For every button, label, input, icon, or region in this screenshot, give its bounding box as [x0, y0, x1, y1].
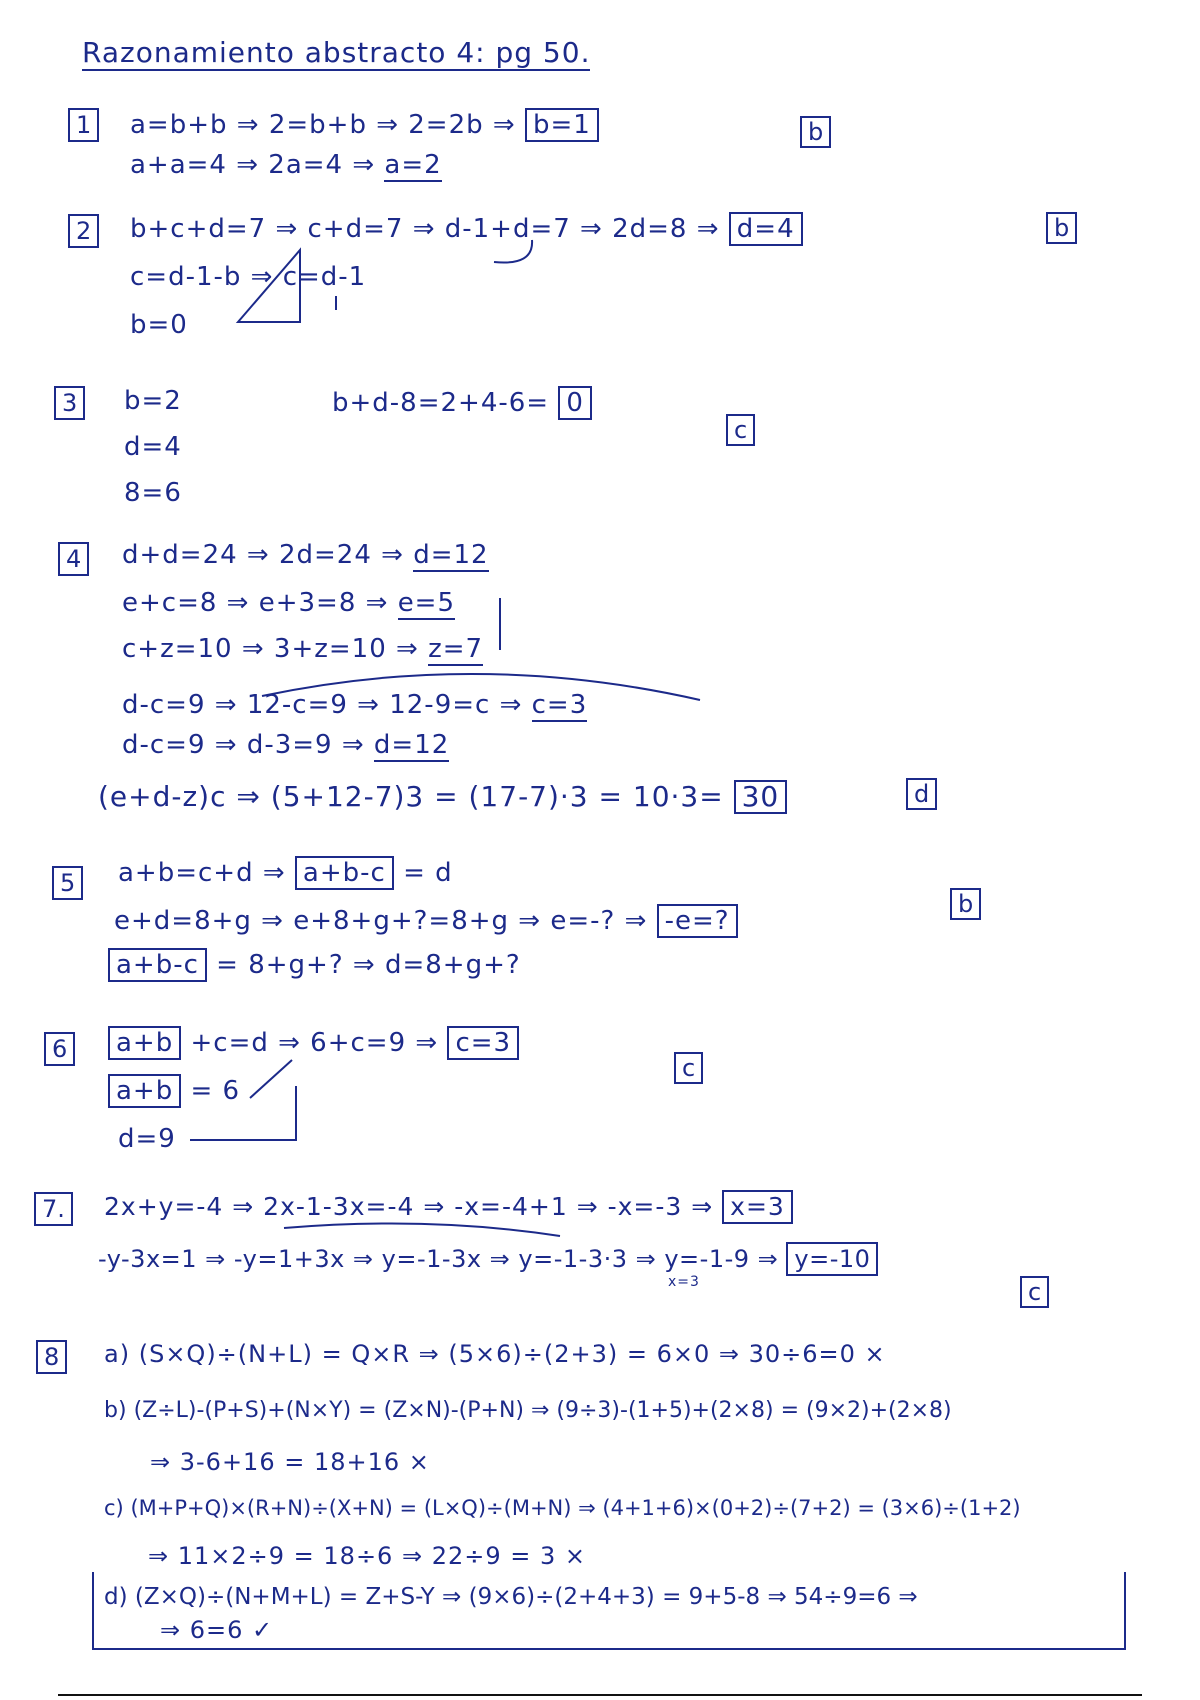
problem-7-arrow-curve — [284, 1224, 560, 1237]
problem-2-line-2: c=d-1-b ⇒ c=d-1 — [130, 262, 367, 292]
problem-4-result-box: 30 — [734, 780, 788, 814]
problem-7-number: 7. — [34, 1192, 73, 1226]
problem-5-line-2: e+d=8+g ⇒ e+8+g+?=8+g ⇒ e=-? ⇒ -e=? — [114, 904, 738, 938]
problem-4-line-5: d-c=9 ⇒ d-3=9 ⇒ d=12 — [122, 730, 450, 760]
problem-6-arrow-path — [190, 1086, 296, 1140]
problem-3-number: 3 — [54, 386, 85, 420]
problem-8b-line-1: b) (Z÷L)-(P+S)+(N×Y) = (Z×N)-(P+N) ⇒ (9÷3)-(1+5)+(2×8) = (9×2)+(2×8) — [104, 1398, 952, 1423]
problem-3-answer: c — [726, 414, 755, 446]
problem-7-line-1: 2x+y=-4 ⇒ 2x-1-3x=-4 ⇒ -x=-4+1 ⇒ -x=-3 ⇒ x=3 — [104, 1190, 793, 1224]
problem-3-line-1: b=2 — [124, 386, 182, 416]
problem-8d-line-1: d) (Z×Q)÷(N+M+L) = Z+S-Y ⇒ (9×6)÷(2+4+3) = 9+5-8 ⇒ 54÷9=6 ⇒ — [104, 1584, 918, 1610]
problem-8c-line-2: ⇒ 11×2÷9 = 18÷6 ⇒ 22÷9 = 3 × — [148, 1542, 586, 1570]
problem-4-number: 4 — [58, 542, 89, 576]
problem-1-underlined: a=2 — [384, 150, 442, 180]
problem-5-line-1: a+b=c+d ⇒ a+b-c = d — [118, 858, 453, 888]
problem-4-answer: d — [906, 778, 937, 810]
problem-8a-line: a) (S×Q)÷(N+L) = Q×R ⇒ (5×6)÷(2+3) = 6×0 ⇒ 30÷6=0 × — [104, 1340, 886, 1368]
problem-4-line-2: e+c=8 ⇒ e+3=8 ⇒ e=5 — [122, 588, 456, 618]
problem-2-line-3: b=0 — [130, 310, 188, 340]
problem-6-number: 6 — [44, 1032, 75, 1066]
problem-3-line-2: d=4 — [124, 432, 182, 462]
problem-7-line-2: -y-3x=1 ⇒ -y=1+3x ⇒ y=-1-3x ⇒ y=-1-3·3 ⇒ y=-1-9 ⇒ y=-10 — [98, 1242, 878, 1276]
problem-2-answer: b — [1046, 212, 1077, 244]
problem-6-arrow-diag — [250, 1060, 292, 1098]
problem-6-answer: c — [674, 1052, 703, 1084]
problem-3-equation: b+d-8=2+4-6= 0 — [332, 386, 592, 420]
problem-5-line-3: a+b-c = 8+g+? ⇒ d=8+g+? — [108, 948, 521, 982]
problem-4-line-1: d+d=24 ⇒ 2d=24 ⇒ d=12 — [122, 540, 489, 570]
problem-4-line-6: (e+d-z)c ⇒ (5+12-7)3 = (17-7)·3 = 10·3= 30 — [98, 780, 787, 814]
problem-7-answer: c — [1020, 1276, 1049, 1308]
problem-6-line-3: d=9 — [118, 1124, 176, 1154]
problem-2-line-1: b+c+d=7 ⇒ c+d=7 ⇒ d-1+d=7 ⇒ 2d=8 ⇒ d=4 — [130, 212, 803, 246]
problem-2-result-box: d=4 — [729, 212, 803, 246]
problem-1-line-1: a=b+b ⇒ 2=b+b ⇒ 2=2b ⇒ b=1 — [130, 108, 599, 142]
problem-4-line-4: d-c=9 ⇒ 12-c=9 ⇒ 12-9=c ⇒ c=3 — [122, 690, 588, 720]
problem-6-line-2: a+b = 6 — [108, 1074, 240, 1108]
problem-1-result-box: b=1 — [525, 108, 599, 142]
problem-2-arrow-triangle — [238, 250, 300, 322]
problem-3-line-3: 8=6 — [124, 478, 182, 508]
problem-8b-line-2: ⇒ 3-6+16 = 18+16 × — [150, 1448, 430, 1476]
problem-5-number: 5 — [52, 866, 83, 900]
problem-2-number: 2 — [68, 214, 99, 248]
problem-8-number: 8 — [36, 1340, 67, 1374]
problem-3-result-box: 0 — [558, 386, 592, 420]
problem-8c-line-1: c) (M+P+Q)×(R+N)÷(X+N) = (L×Q)÷(M+N) ⇒ (4+1+6)×(0+2)÷(7+2) = (3×6)÷(1+2) — [104, 1496, 1021, 1520]
problem-2-arrow-curve — [494, 240, 532, 263]
problem-5-answer: b — [950, 888, 981, 920]
problem-8d-line-2: ⇒ 6=6 ✓ — [160, 1616, 274, 1644]
problem-1-answer: b — [800, 116, 831, 148]
problem-7-subscript: x=3 — [668, 1274, 700, 1290]
problem-1-number: 1 — [68, 108, 99, 142]
problem-4-line-3: c+z=10 ⇒ 3+z=10 ⇒ z=7 — [122, 634, 484, 664]
problem-4-arrow-curve — [262, 674, 700, 700]
page-title: Razonamiento abstracto 4: pg 50. — [82, 36, 591, 69]
problem-1-line-2: a+a=4 ⇒ 2a=4 ⇒ a=2 — [130, 150, 442, 180]
problem-6-line-1: a+b +c=d ⇒ 6+c=9 ⇒ c=3 — [108, 1026, 519, 1060]
